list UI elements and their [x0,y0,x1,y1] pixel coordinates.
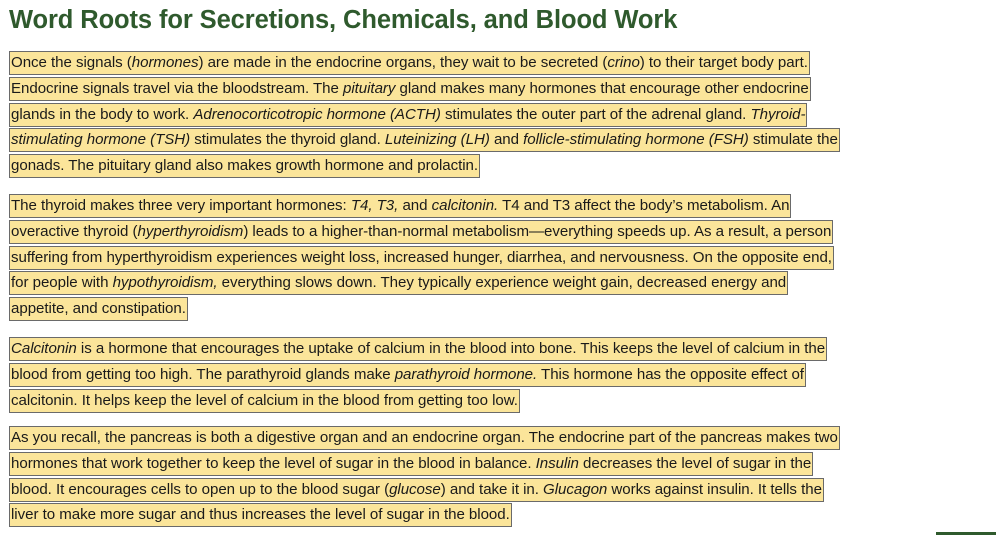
highlighted-text [9,194,791,218]
text-run: hormones that work together to keep the level of sugar in the blood in balance. [11,454,536,472]
italic-term: glucose [389,480,441,498]
text-run: stimulates the outer part of the adrenal gland. [440,105,751,123]
italic-term: Glucagon [543,480,608,498]
highlighted-text [9,478,824,502]
text-line [9,388,827,414]
text-run: works against insulin. It tells the [607,480,822,498]
text-run: and [489,131,524,149]
text-line [9,245,834,271]
text-line [9,193,834,219]
italic-term: Calcitonin [11,340,77,357]
text-line [9,270,834,296]
highlighted-text [9,503,512,527]
highlighted-text [9,389,520,413]
text-run: This hormone has the opposite effect of [537,365,804,383]
italic-term: pituitary [342,79,396,97]
text-line [9,502,840,528]
highlighted-text [9,103,807,127]
text-run: suffering from hyperthyroidism experiences weight loss, increased hunger, diarrhea, and nervousness. On the opposite end, [11,248,832,266]
paragraph-pituitary [9,50,840,179]
text-run: for people with [11,274,113,292]
italic-term: hypothyroidism, [112,274,218,292]
italic-term: crino [607,54,640,71]
italic-term: calcitonin. [431,197,499,214]
text-run: glands in the body to work. [11,105,194,123]
text-run: T4 and T3 affect the body’s metabolism. An [498,197,790,214]
italic-term: hormones [131,54,199,71]
text-line [9,477,840,503]
highlighted-text [9,297,188,321]
highlighted-text [9,426,840,450]
text-run: decreases the level of sugar in the [578,454,812,472]
text-run: everything slows down. They typically experience weight gain, decreased energy and [217,274,787,292]
highlighted-text [9,363,806,387]
italic-term: Thyroid- [750,105,806,123]
text-run: Once the signals ( [11,54,132,71]
paragraph-calcitonin [9,336,827,413]
text-line [9,219,834,245]
text-run: and [398,197,432,214]
text-run: blood. It encourages cells to open up to the blood sugar ( [11,480,390,498]
text-line [9,336,827,362]
text-line [9,425,840,451]
italic-term: parathyroid hormone. [394,365,538,383]
text-line [9,76,840,102]
text-run: appetite, and constipation. [11,300,186,318]
highlighted-text [9,271,788,295]
text-run: stimulate the [748,131,838,149]
text-run: ) and take it in. [440,480,544,498]
italic-term: Insulin [535,454,579,472]
text-run: calcitonin. It helps keep the level of calcium in the blood from getting too low. [11,391,518,409]
highlighted-text [9,77,811,101]
text-line [9,362,827,388]
highlighted-text [9,51,810,75]
text-run: Endocrine signals travel via the bloodstream. The [11,79,343,97]
text-run: stimulates the thyroid gland. [190,131,385,149]
text-line [9,50,840,76]
italic-term: hyperthyroidism [137,222,244,240]
text-line [9,451,840,477]
italic-term: follicle-stimulating hormone (FSH) [523,131,749,149]
text-run: ) are made in the endocrine organs, they wait to be secreted ( [198,54,608,71]
paragraph-pancreas [9,425,840,528]
italic-term: Adrenocorticotropic hormone (ACTH) [193,105,441,123]
highlighted-text [9,128,840,152]
text-line [9,127,840,153]
text-line [9,102,840,128]
text-run: As you recall, the pancreas is both a digestive organ and an endocrine organ. The endocrine part of the pancreas makes two [11,429,838,446]
text-run: ) leads to a higher-than-normal metabolism—everything speeds up. As a result, a person [243,222,832,240]
text-run: blood from getting too high. The parathyroid glands make [11,365,395,383]
highlighted-text [9,337,827,361]
page-title: Word Roots for Secretions, Chemicals, and Blood Work [9,6,678,34]
italic-term: T4, T3, [350,197,399,214]
paragraph-thyroid [9,193,834,322]
text-run: is a hormone that encourages the uptake of calcium in the blood into bone. This keeps the level of calcium in the [76,340,826,357]
text-run: ) to their target body part. [639,54,808,71]
text-run: liver to make more sugar and thus increases the level of sugar in the blood. [11,506,510,524]
text-run: The thyroid makes three very important hormones: [11,197,351,214]
text-run: gonads. The pituitary gland also makes growth hormone and prolactin. [11,157,479,175]
highlighted-text [9,154,480,178]
text-run: overactive thyroid ( [11,222,138,240]
italic-term: stimulating hormone (TSH) [11,131,191,149]
text-line [9,296,834,322]
text-line [9,153,840,179]
highlighted-text [9,220,833,244]
highlighted-text [9,452,813,476]
text-run: gland makes many hormones that encourage other endocrine [395,79,809,97]
highlighted-text [9,246,834,270]
italic-term: Luteinizing (LH) [384,131,490,149]
